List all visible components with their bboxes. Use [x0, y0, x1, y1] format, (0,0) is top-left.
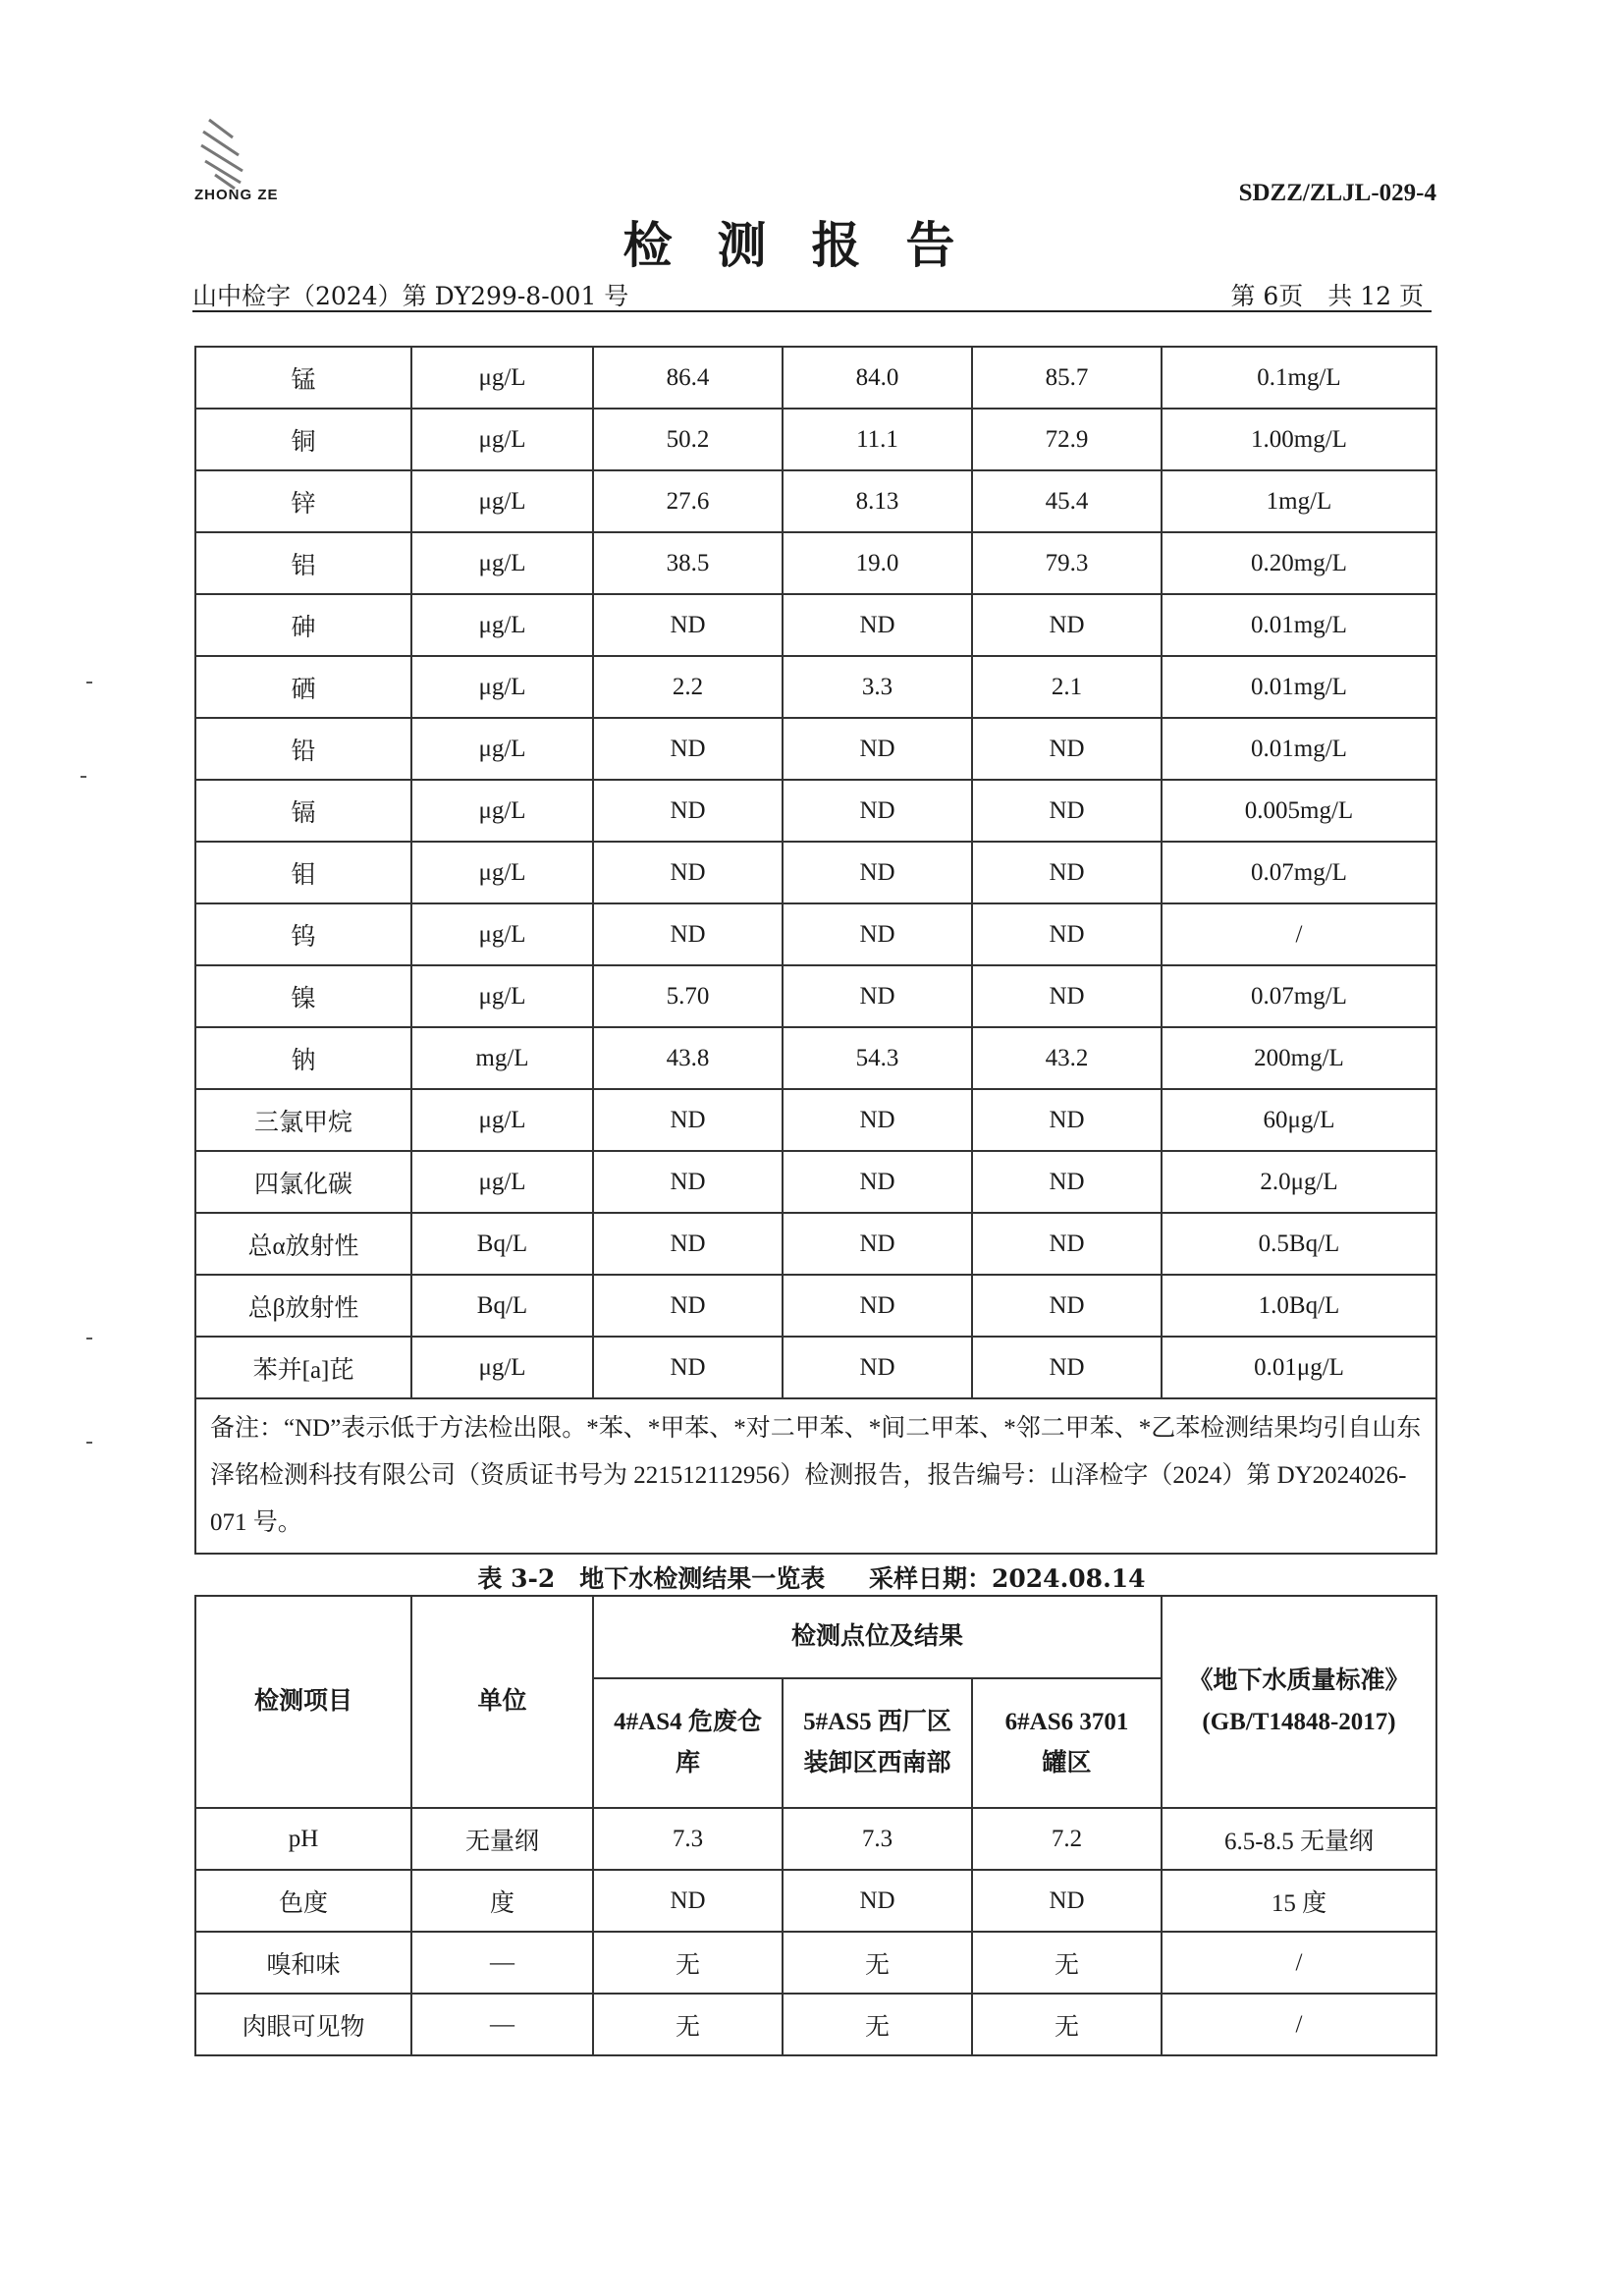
cell-item: 三氯甲烷: [195, 1089, 411, 1151]
cell-v1: 38.5: [593, 532, 783, 594]
cell-std: 15 度: [1162, 1870, 1436, 1932]
header-item: 检测项目: [195, 1596, 411, 1808]
cell-item: 钨: [195, 903, 411, 965]
table-row: [195, 594, 1436, 656]
cell-v2: ND: [783, 965, 972, 1027]
cell-std: 0.01mg/L: [1162, 594, 1436, 656]
page-info: 第 6页 共 12 页: [1230, 282, 1424, 310]
cell-v1: ND: [593, 1151, 783, 1213]
cell-item: 铝: [195, 532, 411, 594]
cell-v3: 79.3: [972, 532, 1162, 594]
document-code: SDZZ/ZLJL-029-4: [1238, 180, 1436, 206]
cell-v1: 7.3: [593, 1808, 783, 1870]
table-row: [195, 1932, 1436, 1994]
header-point-1: 4#AS4 危废仓库: [593, 1678, 783, 1808]
cell-v1: ND: [593, 1089, 783, 1151]
cell-v2: 无: [783, 1932, 972, 1994]
cell-v3: 72.9: [972, 409, 1162, 470]
cell-v2: ND: [783, 903, 972, 965]
scan-mark: [86, 1338, 92, 1339]
cell-v3: 2.1: [972, 656, 1162, 718]
cell-item: 镉: [195, 780, 411, 842]
cell-std: /: [1162, 1932, 1436, 1994]
logo-text: ZHONG ZE: [194, 187, 279, 203]
table-row: [195, 842, 1436, 903]
cell-std: 0.005mg/L: [1162, 780, 1436, 842]
cell-item: 嗅和味: [195, 1932, 411, 1994]
cell-v2: ND: [783, 842, 972, 903]
cell-unit: μg/L: [411, 903, 593, 965]
cell-v2: 19.0: [783, 532, 972, 594]
results-table-continued: [194, 346, 1437, 1555]
cell-v2: ND: [783, 1089, 972, 1151]
table-row: [195, 409, 1436, 470]
cell-v3: 85.7: [972, 347, 1162, 409]
table-row: [195, 347, 1436, 409]
cell-v3: ND: [972, 1870, 1162, 1932]
cell-std: 2.0μg/L: [1162, 1151, 1436, 1213]
table-row: [195, 1994, 1436, 2055]
scan-mark: [86, 1442, 92, 1444]
cell-v3: ND: [972, 1089, 1162, 1151]
cell-unit: μg/L: [411, 409, 593, 470]
cell-v1: ND: [593, 594, 783, 656]
cell-v1: ND: [593, 1213, 783, 1275]
table-row: [195, 1275, 1436, 1337]
cell-v3: 无: [972, 1994, 1162, 2055]
table-note: 备注：“ND”表示低于方法检出限。*苯、*甲苯、*对二甲苯、*间二甲苯、*邻二甲苯、*乙苯检测结果均引自山东泽铭检测科技有限公司（资质证书号为 221512112956）检测报告，报告编号：山泽检字（2024）第 DY2024026-071 号。: [195, 1398, 1436, 1554]
cell-item: 铜: [195, 409, 411, 470]
cell-item: 铅: [195, 718, 411, 780]
cell-unit: μg/L: [411, 965, 593, 1027]
cell-v3: ND: [972, 718, 1162, 780]
cell-item: 镍: [195, 965, 411, 1027]
table-row: [195, 1089, 1436, 1151]
cell-v1: ND: [593, 903, 783, 965]
cell-v2: ND: [783, 594, 972, 656]
cell-unit: mg/L: [411, 1027, 593, 1089]
table-row: [195, 1151, 1436, 1213]
cell-item: 苯并[a]芘: [195, 1337, 411, 1398]
cell-unit: μg/L: [411, 1337, 593, 1398]
cell-std: /: [1162, 903, 1436, 965]
cell-v1: 5.70: [593, 965, 783, 1027]
cell-v2: ND: [783, 1337, 972, 1398]
cell-std: 0.01mg/L: [1162, 656, 1436, 718]
table-row: [195, 1870, 1436, 1932]
cell-v2: 84.0: [783, 347, 972, 409]
cell-unit: μg/L: [411, 656, 593, 718]
table-row: [195, 780, 1436, 842]
cell-v2: ND: [783, 1275, 972, 1337]
cell-v2: 3.3: [783, 656, 972, 718]
cell-v1: ND: [593, 1870, 783, 1932]
table-row: [195, 1027, 1436, 1089]
cell-v3: ND: [972, 903, 1162, 965]
cell-unit: μg/L: [411, 532, 593, 594]
page-title: 检测报告: [622, 216, 1001, 274]
table-row: [195, 1213, 1436, 1275]
cell-std: 1.0Bq/L: [1162, 1275, 1436, 1337]
table-row: [195, 532, 1436, 594]
cell-std: 200mg/L: [1162, 1027, 1436, 1089]
cell-item: 肉眼可见物: [195, 1994, 411, 2055]
cell-v3: ND: [972, 1337, 1162, 1398]
cell-v3: 7.2: [972, 1808, 1162, 1870]
report-header-line: [192, 275, 1432, 312]
cell-v3: ND: [972, 594, 1162, 656]
cell-std: 0.01μg/L: [1162, 1337, 1436, 1398]
cell-unit: Bq/L: [411, 1213, 593, 1275]
scan-mark: [86, 682, 92, 683]
cell-unit: μg/L: [411, 594, 593, 656]
cell-unit: 度: [411, 1870, 593, 1932]
cell-v2: ND: [783, 780, 972, 842]
cell-unit: μg/L: [411, 1151, 593, 1213]
cell-std: 0.5Bq/L: [1162, 1213, 1436, 1275]
cell-v1: 27.6: [593, 470, 783, 532]
cell-v3: 43.2: [972, 1027, 1162, 1089]
cell-v2: 54.3: [783, 1027, 972, 1089]
table-row: [195, 470, 1436, 532]
scan-mark: [81, 776, 86, 778]
header-unit: 单位: [411, 1596, 593, 1808]
cell-item: 硒: [195, 656, 411, 718]
table-row: [195, 903, 1436, 965]
cell-unit: μg/L: [411, 780, 593, 842]
cell-v1: 2.2: [593, 656, 783, 718]
cell-std: 1mg/L: [1162, 470, 1436, 532]
cell-std: 0.07mg/L: [1162, 842, 1436, 903]
cell-unit: μg/L: [411, 718, 593, 780]
sampling-date: 采样日期：2024.08.14: [869, 1564, 1146, 1593]
cell-v3: ND: [972, 1213, 1162, 1275]
header-group: 检测点位及结果: [593, 1596, 1162, 1678]
cell-unit: Bq/L: [411, 1275, 593, 1337]
cell-unit: —: [411, 1994, 593, 2055]
cell-std: /: [1162, 1994, 1436, 2055]
cell-v3: 无: [972, 1932, 1162, 1994]
cell-v3: 45.4: [972, 470, 1162, 532]
header-point-3: 6#AS6 3701 罐区: [972, 1678, 1162, 1808]
cell-v1: 86.4: [593, 347, 783, 409]
cell-unit: —: [411, 1932, 593, 1994]
cell-item: 锰: [195, 347, 411, 409]
table-row: [195, 1337, 1436, 1398]
cell-v2: 8.13: [783, 470, 972, 532]
table-row: [195, 718, 1436, 780]
cell-unit: μg/L: [411, 347, 593, 409]
cell-v2: ND: [783, 718, 972, 780]
cell-item: 钠: [195, 1027, 411, 1089]
cell-v2: ND: [783, 1151, 972, 1213]
cell-v1: 无: [593, 1994, 783, 2055]
groundwater-results-table: [194, 1595, 1437, 2056]
cell-v3: ND: [972, 1275, 1162, 1337]
cell-item: 砷: [195, 594, 411, 656]
cell-v2: ND: [783, 1870, 972, 1932]
table2-caption: [0, 1559, 1623, 1595]
cell-item: pH: [195, 1808, 411, 1870]
cell-unit: μg/L: [411, 470, 593, 532]
header-standard: 《地下水质量标准》(GB/T14848-2017): [1162, 1596, 1436, 1808]
cell-std: 0.1mg/L: [1162, 347, 1436, 409]
report-number: 山中检字（2024）第 DY299-8-001 号: [192, 282, 629, 310]
cell-v1: 无: [593, 1932, 783, 1994]
cell-std: 6.5-8.5 无量纲: [1162, 1808, 1436, 1870]
cell-v1: ND: [593, 1275, 783, 1337]
cell-v2: ND: [783, 1213, 972, 1275]
cell-std: 1.00mg/L: [1162, 409, 1436, 470]
cell-item: 四氯化碳: [195, 1151, 411, 1213]
cell-v1: 50.2: [593, 409, 783, 470]
cell-std: 0.01mg/L: [1162, 718, 1436, 780]
cell-std: 0.07mg/L: [1162, 965, 1436, 1027]
cell-v1: ND: [593, 1337, 783, 1398]
cell-std: 60μg/L: [1162, 1089, 1436, 1151]
cell-v1: ND: [593, 842, 783, 903]
cell-item: 锌: [195, 470, 411, 532]
cell-v2: 无: [783, 1994, 972, 2055]
cell-v1: ND: [593, 718, 783, 780]
cell-v3: ND: [972, 842, 1162, 903]
cell-v3: ND: [972, 965, 1162, 1027]
cell-v1: 43.8: [593, 1027, 783, 1089]
cell-unit: μg/L: [411, 842, 593, 903]
cell-v3: ND: [972, 780, 1162, 842]
table-row: [195, 656, 1436, 718]
cell-unit: μg/L: [411, 1089, 593, 1151]
table-row: [195, 1808, 1436, 1870]
cell-std: 0.20mg/L: [1162, 532, 1436, 594]
cell-v2: 11.1: [783, 409, 972, 470]
table-row: [195, 965, 1436, 1027]
cell-item: 总α放射性: [195, 1213, 411, 1275]
header-point-2: 5#AS5 西厂区装卸区西南部: [783, 1678, 972, 1808]
cell-unit: 无量纲: [411, 1808, 593, 1870]
cell-item: 钼: [195, 842, 411, 903]
cell-v3: ND: [972, 1151, 1162, 1213]
cell-v1: ND: [593, 780, 783, 842]
cell-v2: 7.3: [783, 1808, 972, 1870]
cell-item: 色度: [195, 1870, 411, 1932]
cell-item: 总β放射性: [195, 1275, 411, 1337]
table2-title: 表 3-2 地下水检测结果一览表: [477, 1564, 826, 1593]
